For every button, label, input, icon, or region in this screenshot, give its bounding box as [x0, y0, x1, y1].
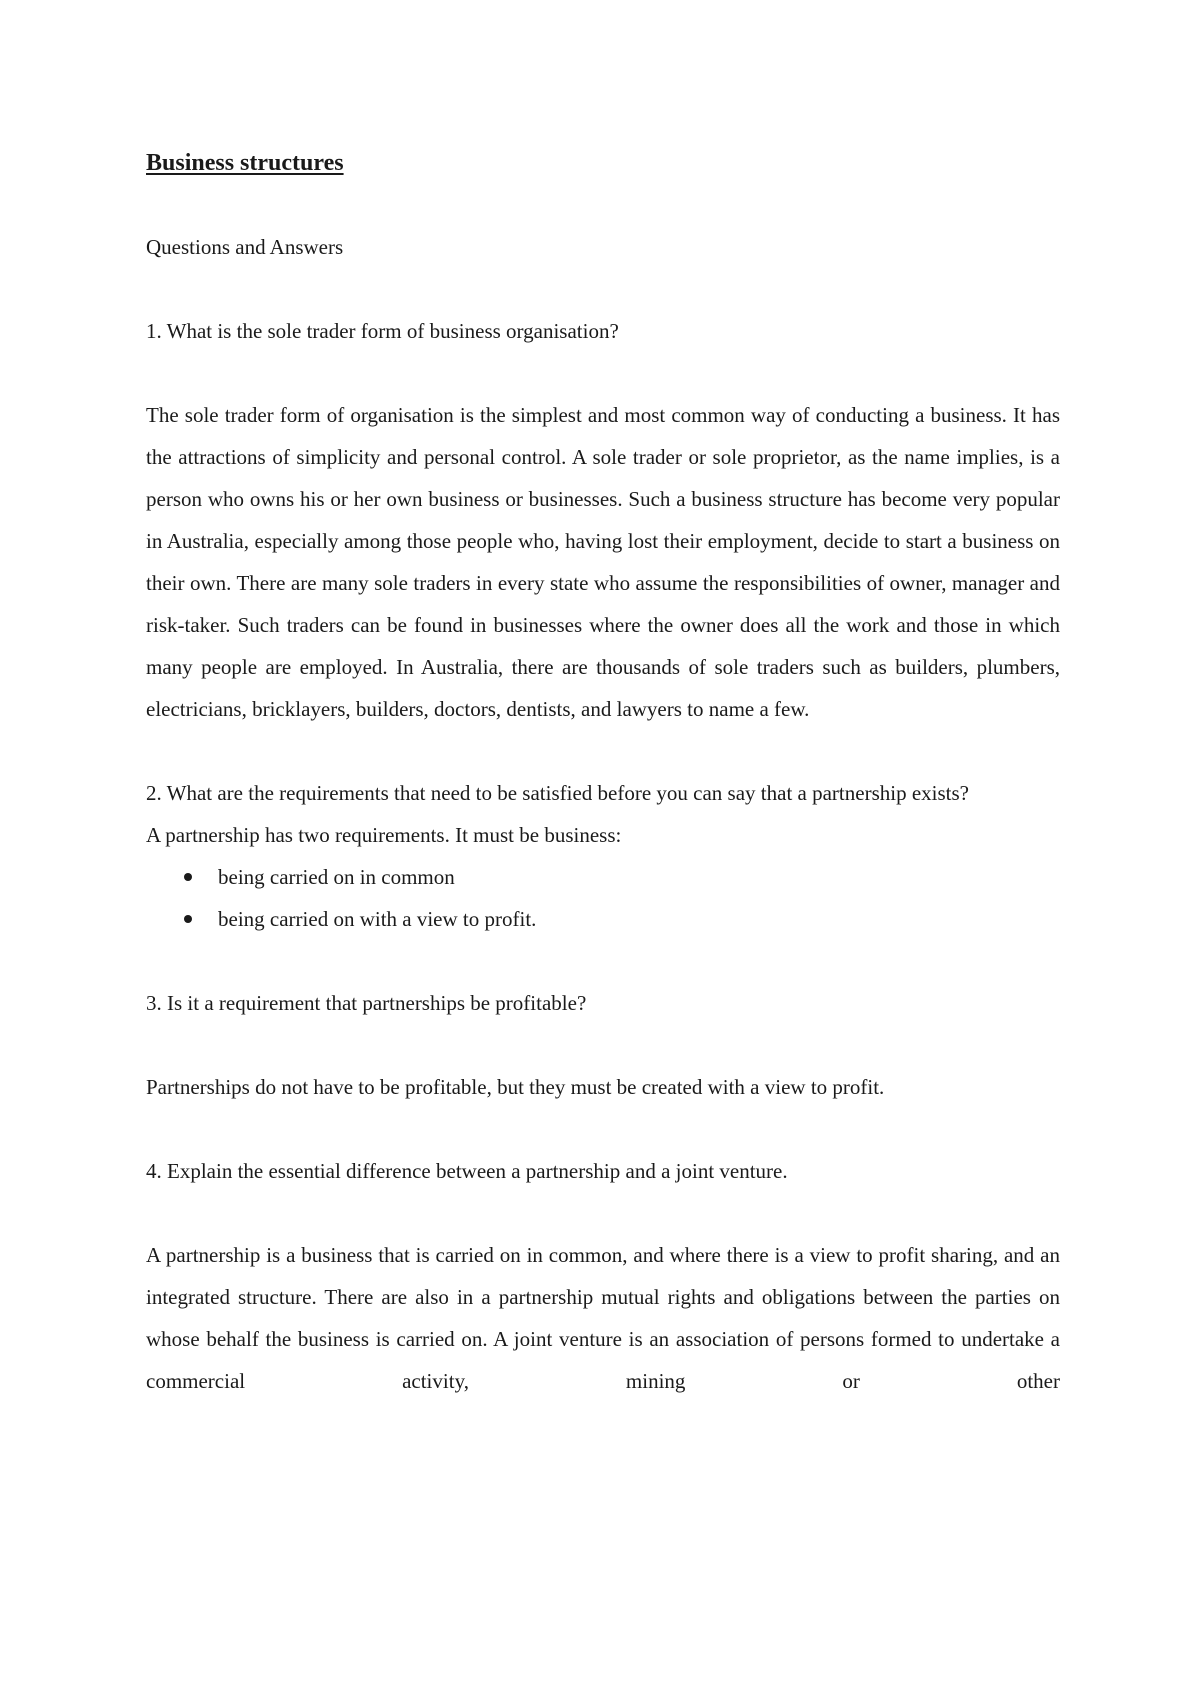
- bullet-icon: [184, 873, 192, 881]
- list-item: [146, 898, 1060, 940]
- answer-4: A partnership is a business that is carried on in common, and where there is a view to profit sharing, and an integrated structure. There are also in a partnership mutual rights and obligations between the parties on whose behalf the business is carried on. A joint venture is an association of persons formed to undertake a commercial activity, mining or other: [146, 1243, 1060, 1393]
- requirements-list: [146, 856, 1060, 940]
- bullet-icon: [184, 915, 192, 923]
- answer-3: Partnerships do not have to be profitable, but they must be created with a view to profit.: [146, 1075, 885, 1099]
- document-content: [146, 142, 1060, 1402]
- question-3: 3. Is it a requirement that partnerships be profitable?: [146, 991, 587, 1015]
- list-item-text: being carried on in common: [218, 865, 455, 889]
- list-item-text: being carried on with a view to profit.: [218, 907, 537, 931]
- question-1: 1. What is the sole trader form of business organisation?: [146, 319, 619, 343]
- document-title: Business structures: [146, 150, 344, 176]
- question-4: 4. Explain the essential difference between a partnership and a joint venture.: [146, 1159, 788, 1183]
- list-item: [146, 856, 1060, 898]
- answer-1: The sole trader form of organisation is the simplest and most common way of conducting a business. It has the attractions of simplicity and personal control. A sole trader or sole proprietor, as the name implies, is a person who owns his or her own business or businesses. Such a business structure has become very popular in Australia, especially among those people who, having lost their employment, decide to start a business on their own. There are many sole traders in every state who assume the responsibilities of owner, manager and risk-taker. Such traders can be found in businesses where the owner does all the work and those in which many people are employed. In Australia, there are thousands of sole traders such as builders, plumbers, electricians, bricklayers, builders, doctors, dentists, and lawyers to name a few.: [146, 403, 1060, 721]
- answer-2-intro: A partnership has two requirements. It must be business:: [146, 823, 622, 847]
- document-subtitle: Questions and Answers: [146, 235, 344, 259]
- question-2: 2. What are the requirements that need to be satisfied before you can say that a partnership exists?: [146, 781, 969, 805]
